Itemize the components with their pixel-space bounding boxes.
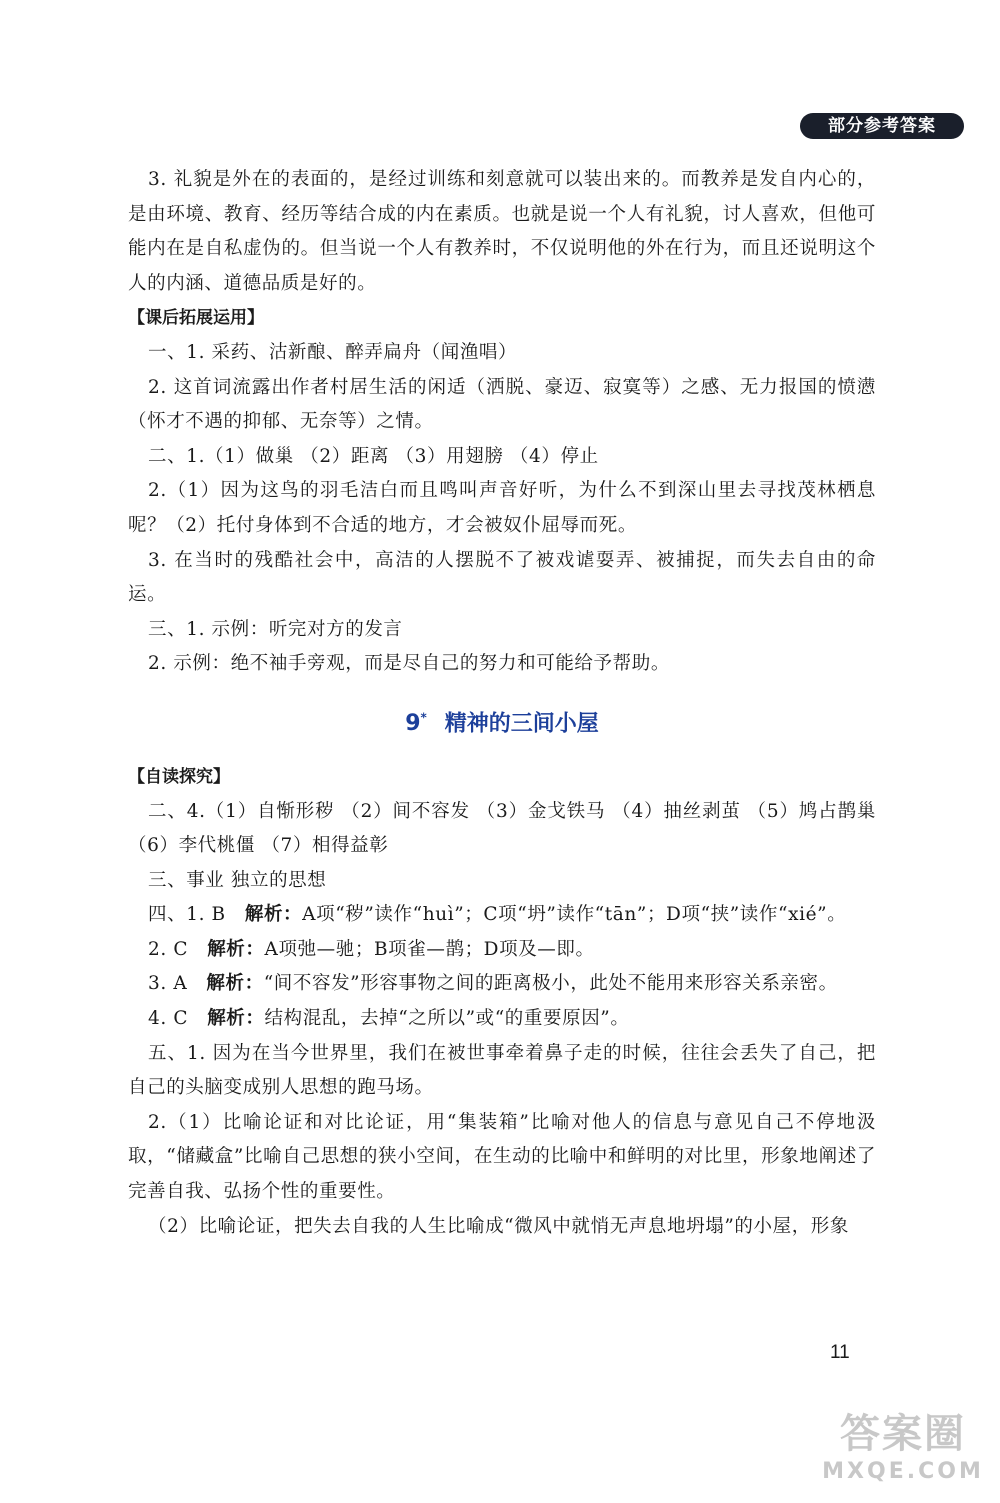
- watermark-logo: [818, 1410, 988, 1494]
- lesson-title: [128, 696, 876, 740]
- paragraph: 2.（1）因为这鸟的羽毛洁白而且鸣叫声音好听，为什么不到深山里去寻找茂林栖息呢？（2）托付身体到不合适的地方，才会被奴仆屈辱而死。: [128, 480, 876, 536]
- answer-key-badge: 部分参考答案: [800, 113, 964, 139]
- analysis-label: 解析：: [244, 904, 303, 926]
- lesson-title-text: 精神的三间小屋: [444, 711, 599, 737]
- answer-item: 3. A 解析：“间不容发”形容事物之间的距离极小，此处不能用来形容关系亲密。: [148, 973, 838, 995]
- paragraph: 2.（1）比喻论证和对比论证，用“集装箱”比喻对他人的信息与意见自己不停地汲取，“储藏盒”比喻自己思想的狭小空间，在生动的比喻中和鲜明的对比里，形象地阐述了完善自我、弘扬个性的重要性。: [128, 1111, 876, 1203]
- paragraph: 2. 这首词流露出作者村居生活的闲适（洒脱、豪迈、寂寞等）之感、无力报国的愤懑（怀才不遇的抑郁、无奈等）之情。: [128, 376, 876, 433]
- watermark-url: MXQE.COM: [822, 1459, 984, 1484]
- optional-lesson-mark: *: [420, 710, 427, 725]
- paragraph: 3. 礼貌是外在的表面的，是经过训练和刻意就可以装出来的。而教养是发自内心的，是由环境、教育、经历等结合成的内在素质。也就是说一个人有礼貌，讨人喜欢，但他可能内在是自私虚伪的。但当说一个人有教养时，不仅说明他的外在行为，而且还说明这个人的内涵、道德品质是好的。: [128, 169, 876, 294]
- paragraph: 五、1. 因为在当今世界里，我们在被世事牵着鼻子走的时候，往往会丢失了自己，把自己的头脑变成别人思想的跑马场。: [128, 1042, 876, 1099]
- watermark-text: 答案圈: [840, 1411, 966, 1457]
- paragraph: 三、事业 独立的思想: [148, 869, 327, 891]
- paragraph: （2）比喻论证，把失去自我的人生比喻成“微风中就悄无声息地坍塌”的小屋，形象: [148, 1215, 849, 1237]
- answer-item: 4. C 解析：结构混乱，去掉“之所以”或“的重要原因”。: [148, 1008, 630, 1030]
- analysis-label: 解析：: [207, 938, 265, 960]
- paragraph: 二、1.（1）做巢 （2）距离 （3）用翅膀 （4）停止: [148, 445, 599, 467]
- section-heading-after-class: 【课后拓展运用】: [128, 308, 264, 329]
- paragraph: 2. 示例：绝不袖手旁观，而是尽自己的努力和可能给予帮助。: [148, 653, 670, 675]
- page-content: [128, 163, 876, 1244]
- analysis-label: 解析：: [206, 973, 264, 995]
- page-number: 11: [830, 1342, 850, 1363]
- paragraph: 一、1. 采药、沽新酿、醉弄扁舟（闻渔唱）: [148, 341, 518, 363]
- paragraph: 二、4.（1）自惭形秽 （2）间不容发 （3）金戈铁马 （4）抽丝剥茧 （5）鸠占鹊巢 （6）李代桃僵 （7）相得益彰: [128, 800, 876, 857]
- paragraph: 三、1. 示例：听完对方的发言: [148, 618, 403, 640]
- paragraph: 3. 在当时的残酷社会中，高洁的人摆脱不了被戏谑耍弄、被捕捉，而失去自由的命运。: [128, 549, 876, 606]
- answer-item: 四、1. B 解析：A项“秽”读作“huì”；C项“坍”读作“tān”；D项“挟”读作“xié”。: [148, 904, 847, 926]
- answer-item: 2. C 解析：A项弛—驰；B项雀—鹊；D项及—即。: [148, 938, 595, 960]
- lesson-number: 9*: [405, 710, 427, 737]
- section-heading-self-read: 【自读探究】: [128, 766, 230, 787]
- analysis-label: 解析：: [207, 1008, 265, 1030]
